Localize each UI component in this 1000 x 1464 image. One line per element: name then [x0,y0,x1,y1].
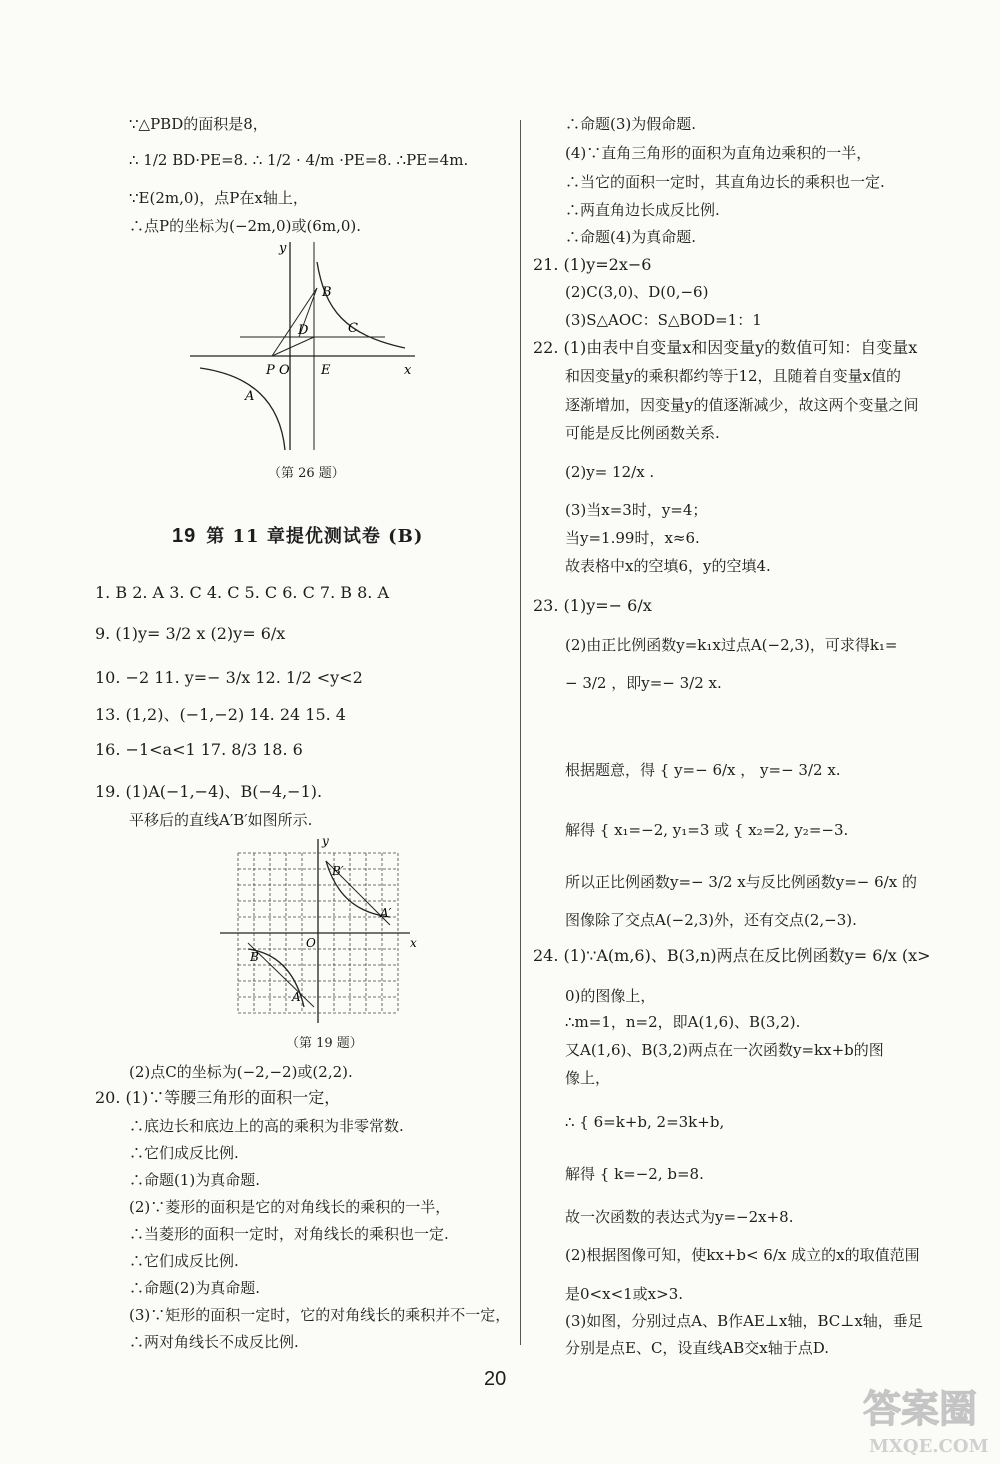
text-line: ∴点P的坐标为(−2m,0)或(6m,0). [129,217,361,235]
page-number: 20 [484,1368,507,1390]
section-title [172,522,423,548]
text-line: 分别是点E、C，设直线AB交x轴于点D. [565,1339,830,1357]
text-line: 当y=1.99时，x≈6. [565,529,700,547]
label-b: B [250,950,259,964]
text-line: ∴ { 6=k+b, 2=3k+b, [565,1113,725,1131]
text-line: − 3/2 ，即y=− 3/2 x. [565,674,722,692]
figure-19 [218,835,423,1025]
label-o: O [279,363,290,378]
text-line: 23. (1)y=− 6/x [533,596,652,615]
column-divider [520,120,521,1345]
text-line: 是0<x<1或x>3. [565,1285,684,1303]
text-line: 和因变量y的乘积都约等于12，且随着自变量x值的 [565,367,902,385]
text-line: 故表格中x的空填6，y的空填4. [565,557,771,575]
text-line: 解得 { x₁=−2, y₁=3 或 { x₂=2, y₂=−3. [565,821,849,839]
label-o: O [306,936,316,950]
text-line: (3)S△AOC：S△BOD=1：1 [565,311,762,329]
text-line: ∴ 1/2 BD·PE=8. ∴ 1/2 · 4/m ·PE=8. ∴PE=4m. [129,151,469,169]
label-a: A [292,990,301,1004]
label-a: A [245,389,255,404]
figure-26-caption: （第 26 题） [268,466,345,481]
text-line: (2)根据图像可知，使kx+b< 6/x 成立的x的取值范围 [565,1246,920,1264]
text-line: 20. (1)∵等腰三角形的面积一定， [95,1088,341,1107]
text-line: 根据题意，得 { y=− 6/x ， y=− 3/2 x. [565,761,841,779]
label-p: P [266,363,275,378]
text-line: 24. (1)∵A(m,6)、B(3,n)两点在反比例函数y= 6/x (x> [533,946,931,965]
text-line: (2)点C的坐标为(−2,−2)或(2,2). [129,1063,353,1081]
text-line: 像上， [565,1069,611,1087]
text-line: ∴命题(4)为真命题. [565,228,697,246]
watermark-top-text: 答案圈 [863,1386,978,1431]
text-line: ∴它们成反比例. [129,1144,239,1162]
answer-line: 1. B 2. A 3. C 4. C 5. C 6. C 7. B 8. A [95,583,390,602]
label-b-prime: B′ [332,864,344,878]
label-a-prime: A′ [380,906,392,920]
watermark-bottom-text: MXQE.COM [869,1436,989,1457]
watermark-logo [855,1378,995,1458]
text-line: ∴两对角线长不成反比例. [129,1333,299,1351]
text-line: ∴它们成反比例. [129,1252,239,1270]
text-line: 图像除了交点A(−2,3)外，还有交点(2,−3). [565,911,857,929]
text-line: (2)y= 12/x . [565,463,655,481]
answer-line: 9. (1)y= 3/2 x (2)y= 6/x [95,624,286,643]
text-line: 所以正比例函数y=− 3/2 x与反比例函数y=− 6/x 的 [565,873,917,891]
text-line: ∵E(2m,0)，点P在x轴上， [129,189,308,207]
text-line: ∴底边长和底边上的高的乘积为非零常数. [129,1117,404,1135]
text-line: (4)∵直角三角形的面积为直角边乘积的一半， [565,144,872,162]
text-line: 逐渐增加，因变量y的值逐渐减少，故这两个变量之间 [565,396,919,414]
hyperbola-branch-left [200,368,285,450]
figure-19-caption: （第 19 题） [286,1036,363,1051]
figure-26 [190,240,430,455]
text-line: 解得 { k=−2, b=8. [565,1165,704,1183]
text-line: 22. (1)由表中自变量x和因变量y的数值可知：自变量x [533,338,918,357]
answer-line: 16. −1<a<1 17. 8/3 18. 6 [95,740,303,759]
text-line: ∴命题(2)为真命题. [129,1279,261,1297]
text-line: (2)C(3,0)、D(0,−6) [565,283,709,301]
text-line: (3)∵矩形的面积一定时，它的对角线长的乘积并不一定， [129,1306,511,1324]
text-line: 21. (1)y=2x−6 [533,255,652,274]
answer-line: 19. (1)A(−1,−4)、B(−4,−1). [95,782,323,801]
text-line: ∴两直角边长成反比例. [565,201,720,219]
hyperbola-branch-right [317,262,405,348]
label-y: y [279,241,287,256]
label-e: E [321,363,331,378]
answer-line: 平移后的直线A′B′如图所示. [129,811,313,829]
text-line: (3)如图，分别过点A、B作AE⊥x轴，BC⊥x轴，垂足 [565,1312,923,1330]
section-number: 19 [172,525,197,547]
answer-line: 10. −2 11. y=− 3/x 12. 1/2 <y<2 [95,668,363,687]
section-title-text: 第 11 章提优测试卷 (B) [206,526,424,547]
text-line: ∵△PBD的面积是8， [129,115,268,133]
label-c: C [348,321,358,336]
text-line: (2)由正比例函数y=k₁x过点A(−2,3)，可求得k₁= [565,636,898,654]
answer-line: 13. (1,2)、(−1,−2) 14. 24 15. 4 [95,705,346,724]
text-line: ∴当菱形的面积一定时，对角线长的乘积也一定. [129,1225,449,1243]
text-line: ∴命题(1)为真命题. [129,1171,261,1189]
label-x: x [404,363,412,378]
label-y: y [322,835,329,848]
label-b: B [322,285,332,300]
label-d: D [298,323,309,338]
text-line: 0)的图像上， [565,987,656,1005]
text-line: 又A(1,6)、B(3,2)两点在一次函数y=kx+b的图 [565,1041,884,1059]
text-line: 故一次函数的表达式为y=−2x+8. [565,1208,794,1226]
text-line: ∴m=1，n=2，即A(1,6)、B(3,2). [565,1013,801,1031]
text-line: 可能是反比例函数关系. [565,424,720,442]
label-x: x [410,936,417,950]
text-line: ∴命题(3)为假命题. [565,115,697,133]
text-line: (3)当x=3时，y=4； [565,501,708,519]
text-line: ∴当它的面积一定时，其直角边长的乘积也一定. [565,173,885,191]
text-line: (2)∵菱形的面积是它的对角线长的乘积的一半， [129,1198,451,1216]
